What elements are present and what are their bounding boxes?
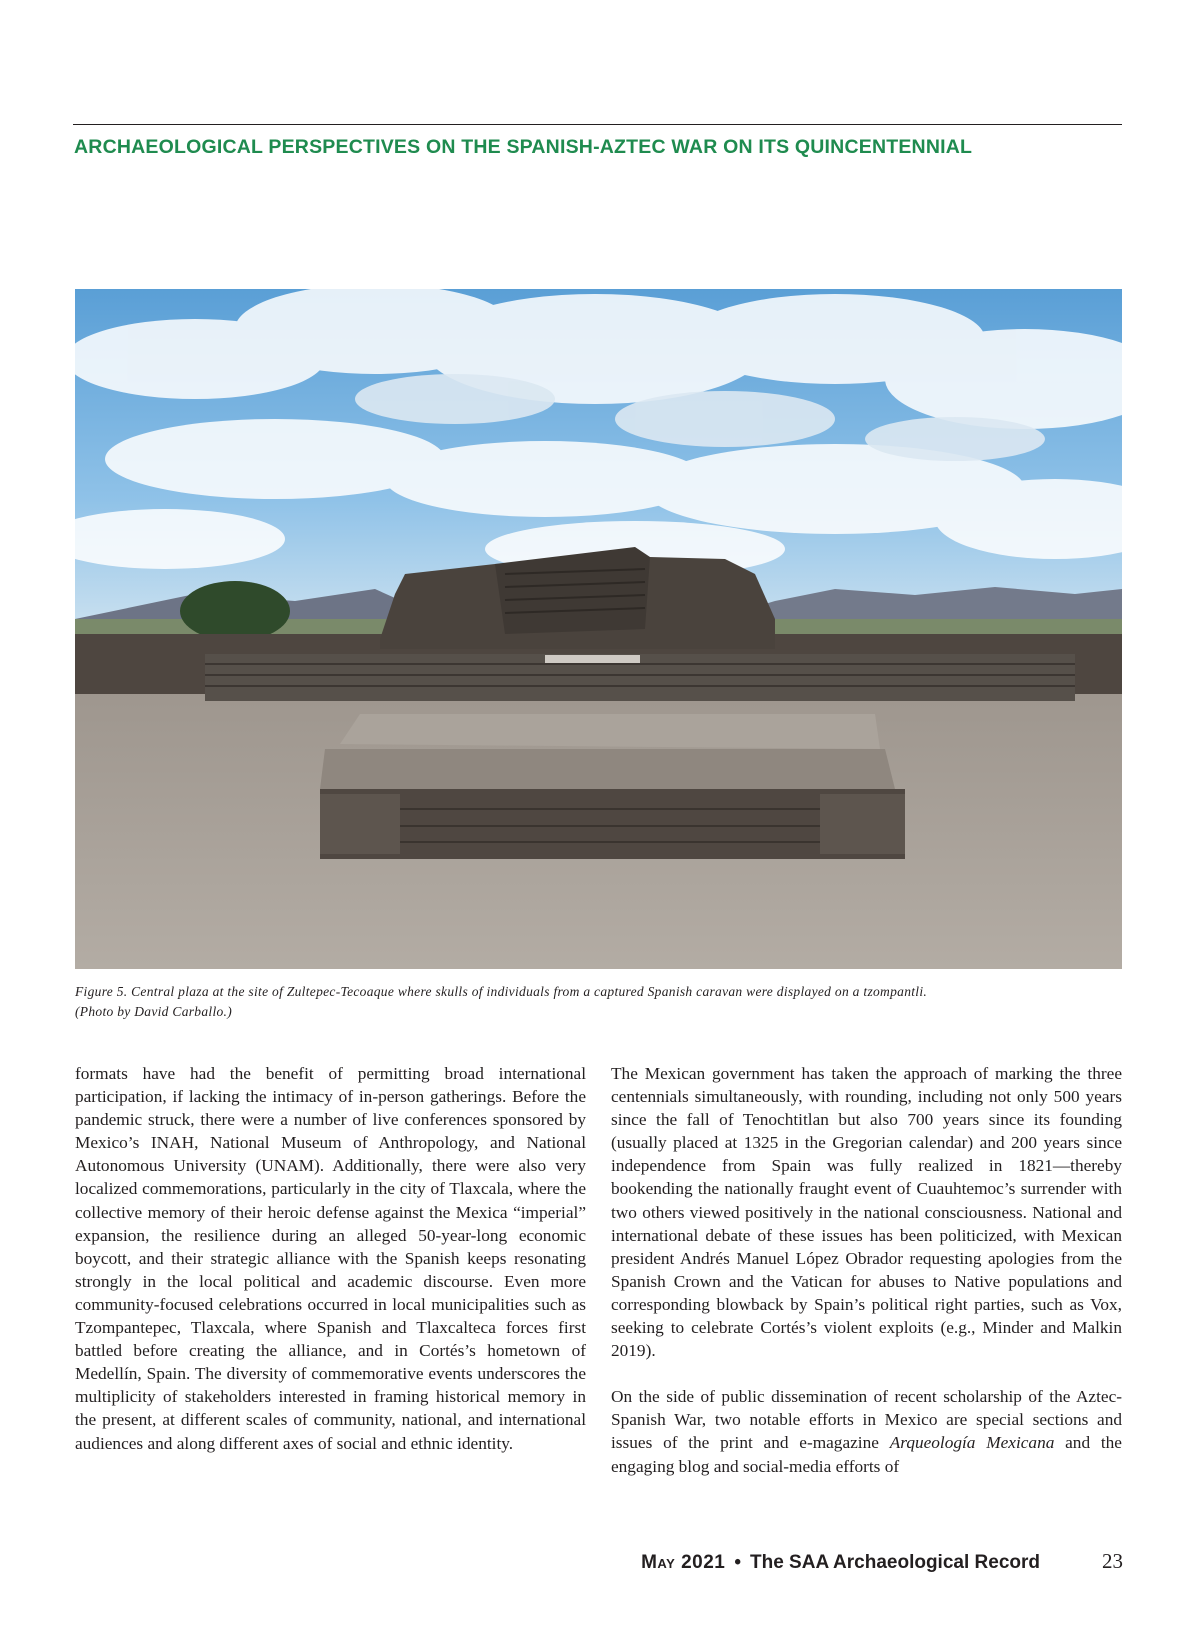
left-column [75, 1062, 586, 1478]
header-rule [73, 124, 1122, 125]
right-paragraph-2-start: On the side of public dissemination of recent scholarship of the Aztec-Spanish War, two notable efforts in Mexico are special sections and issues of the print and e-magazine [611, 1387, 1122, 1453]
right-paragraph-2-end: and the engaging blog and social-media efforts of [611, 1433, 1122, 1476]
section-title: ARCHAEOLOGICAL PERSPECTIVES ON THE SPANISH-AZTEC WAR ON ITS QUINCENTENNIAL [74, 136, 973, 158]
figure-photo [75, 289, 1122, 969]
caption-line-2: (Photo by David Carballo.) [75, 1004, 233, 1019]
right-paragraph-2 [611, 1385, 1122, 1477]
right-column [611, 1062, 1122, 1501]
figure-caption [75, 982, 1122, 1022]
footer-bullet: • [734, 1552, 741, 1573]
footer-publication: The SAA Archaeological Record [750, 1552, 1040, 1573]
right-paragraph-1: The Mexican government has taken the approach of marking the three centennials simultaneously, with rounding, including not only 500 years since the fall of Tenochtitlan but also 700 years since its founding (usually placed at 1325 in the Gregorian calendar) and 200 years since independence from Spain was fully realized in 1821—thereby bookending the nationally fraught event of Cuauhtemoc’s surrender with two others viewed positively in the national consciousness. National and international debate of these issues has been politicized, with Mexican president Andrés Manuel López Obrador requesting apologies from the Spanish Crown and the Vatican for abuses to Native populations and corresponding blowback by Spain’s political right parties, such as Vox, seeking to celebrate Cortés’s violent exploits (e.g., Minder and Malkin 2019). [611, 1064, 1122, 1361]
caption-line-1: Figure 5. Central plaza at the site of Zultepec-Tecoaque where skulls of individuals from a captured Spanish caravan were displayed on a tzompantli. [75, 984, 928, 999]
left-paragraph: formats have had the benefit of permitting broad international participation, if lacking the intimacy of in-person gatherings. Before the pandemic struck, there were a number of live conferences sponsored by Mexico’s INAH, National Museum of Anthropology, and National Autonomous University (UNAM). Additionally, there were also very localized commemorations, particularly in the city of Tlaxcala, where the collective memory of their heroic defense against the Mexica “imperial” expansion, the resilience during an alleged 50-year-long economic boycott, and their strategic alliance with the Spanish keeps resonating strongly in the local political and academic discourse. Even more community-focused celebrations occurred in local municipalities such as Tzompantepec, Tlaxcala, where Spanish and Tlaxcalteca forces first battled before creating the alliance, and in Cortés’s hometown of Medellín, Spain. The diversity of commemorative events underscores the multiplicity of stakeholders interested in framing historical memory in the present, at different scales of community, national, and international audiences and along different axes of social and ethnic identity. [75, 1064, 586, 1453]
page-number: 23 [1102, 1549, 1123, 1573]
page-footer [641, 1549, 1123, 1574]
magazine-title: Arqueología Mexicana [889, 1433, 1055, 1453]
footer-month-year: May 2021 [641, 1552, 726, 1573]
